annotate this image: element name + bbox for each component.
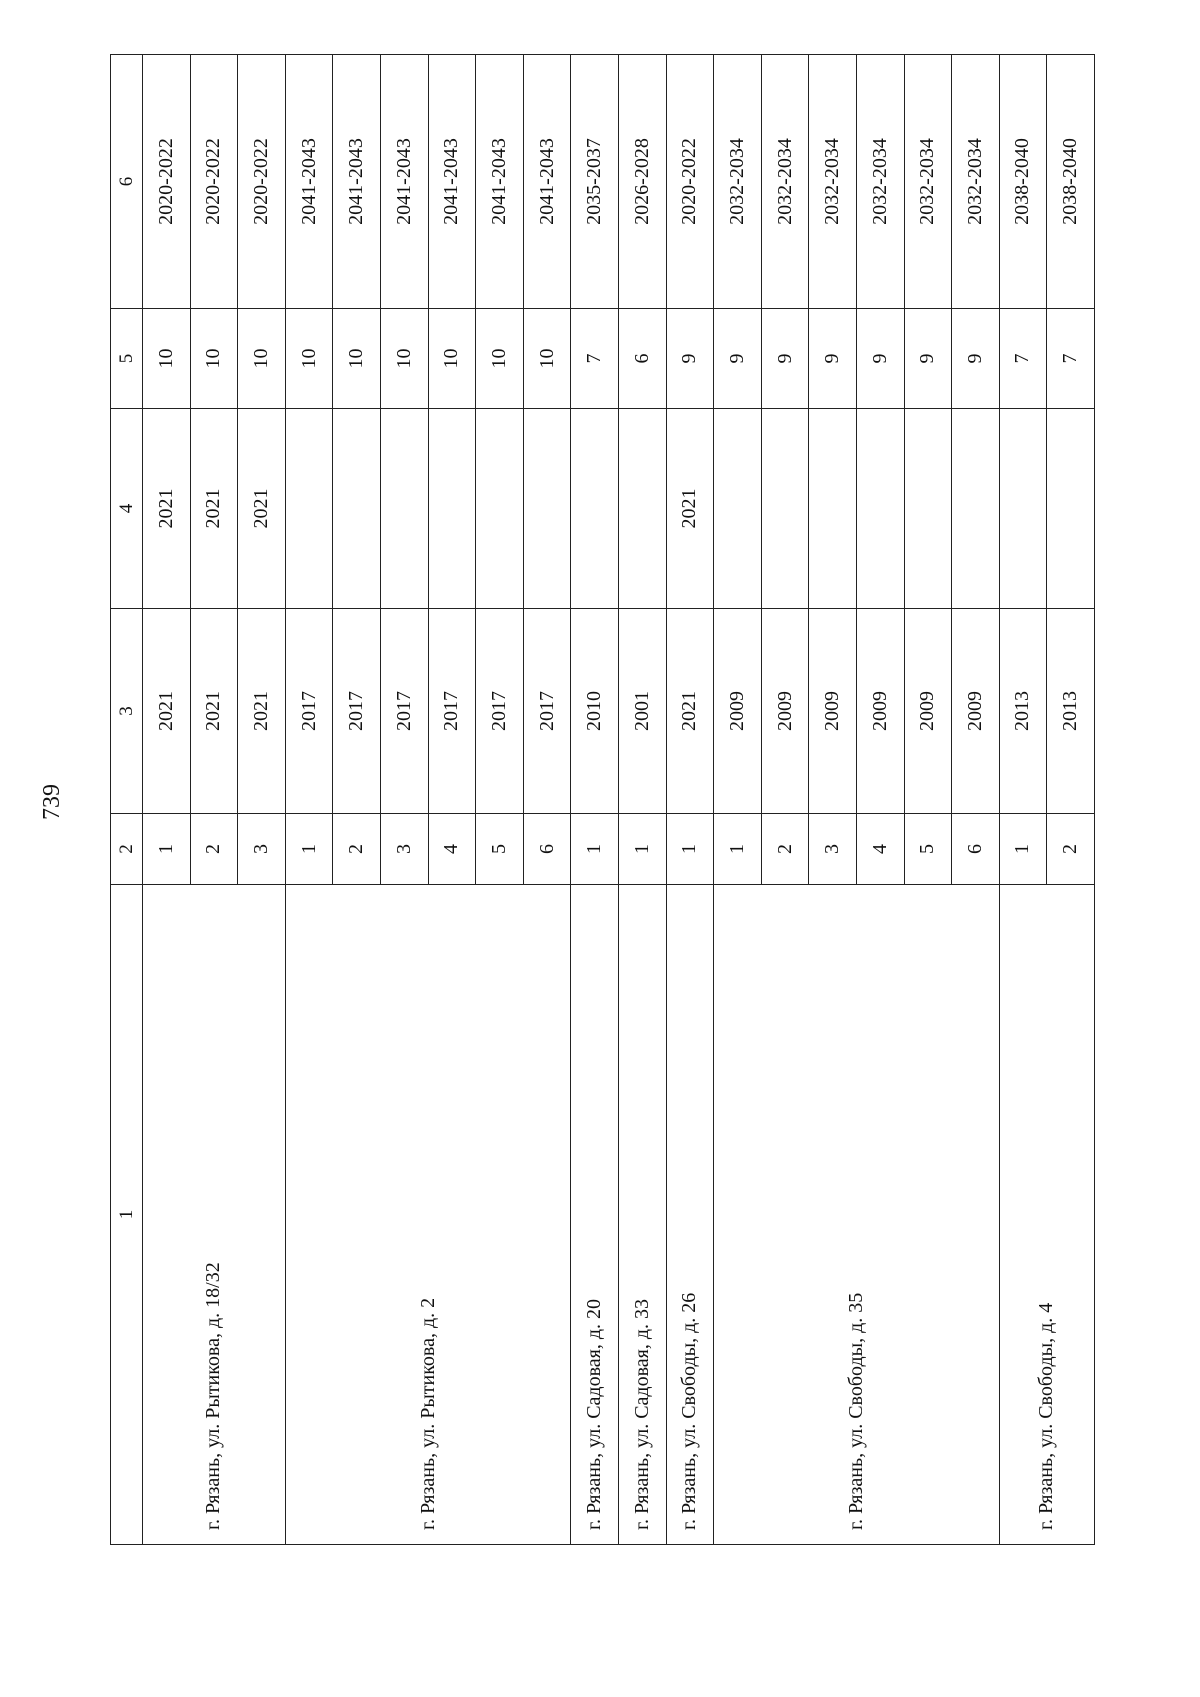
table-cell: 7 <box>571 309 619 409</box>
table-cell: 5 <box>476 814 524 885</box>
table-cell: 2041-2043 <box>523 55 571 309</box>
table-cell: 2017 <box>523 609 571 814</box>
table-cell: 2041-2043 <box>285 55 333 309</box>
table-cell: 2032-2034 <box>856 55 904 309</box>
table-cell <box>523 409 571 609</box>
table-cell: 2021 <box>666 409 714 609</box>
table-cell: 2032-2034 <box>809 55 857 309</box>
column-header: 1 <box>111 885 143 1545</box>
table-cell <box>333 409 381 609</box>
table-cell: 2009 <box>809 609 857 814</box>
column-header: 4 <box>111 409 143 609</box>
table-cell <box>428 409 476 609</box>
table-cell: 2041-2043 <box>380 55 428 309</box>
table-cell: 2026-2028 <box>618 55 666 309</box>
table-cell <box>999 409 1047 609</box>
table-cell: 9 <box>809 309 857 409</box>
table-cell: 1 <box>714 814 762 885</box>
table-cell: 10 <box>238 309 286 409</box>
address-cell: г. Рязань, ул. Свободы, д. 35 <box>714 885 1000 1545</box>
table-cell: 2038-2040 <box>999 55 1047 309</box>
table-cell: 2009 <box>856 609 904 814</box>
table-cell: 1 <box>618 814 666 885</box>
table-cell <box>285 409 333 609</box>
table-cell: 2035-2037 <box>571 55 619 309</box>
table-cell <box>809 409 857 609</box>
table-cell <box>476 409 524 609</box>
table-cell: 4 <box>428 814 476 885</box>
table-cell <box>952 409 1000 609</box>
table-cell <box>714 409 762 609</box>
table-cell: 2013 <box>999 609 1047 814</box>
table-cell: 9 <box>856 309 904 409</box>
table-cell: 2021 <box>238 409 286 609</box>
address-cell: г. Рязань, ул. Рытикова, д. 18/32 <box>143 885 286 1545</box>
table-cell: 2017 <box>476 609 524 814</box>
table-cell: 7 <box>999 309 1047 409</box>
table-cell: 6 <box>952 814 1000 885</box>
table-cell <box>571 409 619 609</box>
table-cell: 1 <box>666 814 714 885</box>
table-cell: 2020-2022 <box>666 55 714 309</box>
table-cell: 9 <box>666 309 714 409</box>
table-cell <box>618 409 666 609</box>
column-header: 2 <box>111 814 143 885</box>
table-cell: 2020-2022 <box>238 55 286 309</box>
table-cell: 2021 <box>238 609 286 814</box>
table-cell: 2021 <box>190 409 238 609</box>
table-cell: 9 <box>952 309 1000 409</box>
table-cell: 2017 <box>285 609 333 814</box>
table-cell: 2009 <box>714 609 762 814</box>
address-cell: г. Рязань, ул. Свободы, д. 4 <box>999 885 1094 1545</box>
table-cell: 2020-2022 <box>143 55 191 309</box>
table-cell: 2021 <box>190 609 238 814</box>
table-container <box>110 55 1095 1545</box>
column-header: 6 <box>111 55 143 309</box>
address-cell: г. Рязань, ул. Садовая, д. 33 <box>618 885 666 1545</box>
address-cell: г. Рязань, ул. Рытикова, д. 2 <box>285 885 571 1545</box>
table-cell <box>1047 409 1095 609</box>
table-row <box>999 55 1047 1545</box>
table-cell: 2038-2040 <box>1047 55 1095 309</box>
table-cell: 10 <box>476 309 524 409</box>
table-cell: 9 <box>761 309 809 409</box>
table-cell <box>761 409 809 609</box>
table-row <box>666 55 714 1545</box>
table-cell: 10 <box>428 309 476 409</box>
table-row <box>618 55 666 1545</box>
table-cell: 4 <box>856 814 904 885</box>
column-header: 3 <box>111 609 143 814</box>
table-cell: 10 <box>523 309 571 409</box>
table-cell: 10 <box>333 309 381 409</box>
table-cell: 3 <box>238 814 286 885</box>
table-body <box>143 55 1095 1545</box>
table-row <box>714 55 762 1545</box>
table-cell: 2021 <box>143 409 191 609</box>
elevator-schedule-table <box>110 54 1095 1545</box>
table-cell: 2 <box>333 814 381 885</box>
table-cell: 2009 <box>952 609 1000 814</box>
table-cell: 7 <box>1047 309 1095 409</box>
table-cell: 2 <box>1047 814 1095 885</box>
table-row <box>571 55 619 1545</box>
table-cell: 2010 <box>571 609 619 814</box>
table-cell: 3 <box>809 814 857 885</box>
table-cell: 2020-2022 <box>190 55 238 309</box>
table-cell: 6 <box>523 814 571 885</box>
table-cell: 2009 <box>904 609 952 814</box>
table-cell <box>856 409 904 609</box>
table-cell: 2032-2034 <box>904 55 952 309</box>
table-cell: 1 <box>285 814 333 885</box>
table-cell: 10 <box>380 309 428 409</box>
table-cell: 3 <box>380 814 428 885</box>
table-cell: 1 <box>571 814 619 885</box>
table-cell: 9 <box>904 309 952 409</box>
table-cell: 2032-2034 <box>952 55 1000 309</box>
table-cell: 10 <box>285 309 333 409</box>
table-cell: 2 <box>761 814 809 885</box>
table-row <box>143 55 191 1545</box>
address-cell: г. Рязань, ул. Садовая, д. 20 <box>571 885 619 1545</box>
table-cell: 10 <box>143 309 191 409</box>
table-cell: 1 <box>143 814 191 885</box>
table-row <box>285 55 333 1545</box>
table-cell: 10 <box>190 309 238 409</box>
table-cell: 1 <box>999 814 1047 885</box>
table-cell: 2032-2034 <box>714 55 762 309</box>
table-cell: 2 <box>190 814 238 885</box>
header-row <box>111 55 143 1545</box>
table-cell: 2032-2034 <box>761 55 809 309</box>
table-cell: 2009 <box>761 609 809 814</box>
table-cell: 2017 <box>333 609 381 814</box>
table-cell: 2041-2043 <box>428 55 476 309</box>
table-cell: 5 <box>904 814 952 885</box>
table-cell <box>904 409 952 609</box>
table-cell: 2017 <box>380 609 428 814</box>
table-cell: 2041-2043 <box>333 55 381 309</box>
table-cell: 9 <box>714 309 762 409</box>
table-cell <box>380 409 428 609</box>
page-number: 739 <box>39 784 65 820</box>
table-cell: 2041-2043 <box>476 55 524 309</box>
table-cell: 2013 <box>1047 609 1095 814</box>
column-header: 5 <box>111 309 143 409</box>
table-cell: 6 <box>618 309 666 409</box>
table-cell: 2021 <box>143 609 191 814</box>
table-cell: 2021 <box>666 609 714 814</box>
address-cell: г. Рязань, ул. Свободы, д. 26 <box>666 885 714 1545</box>
table-cell: 2017 <box>428 609 476 814</box>
table-cell: 2001 <box>618 609 666 814</box>
